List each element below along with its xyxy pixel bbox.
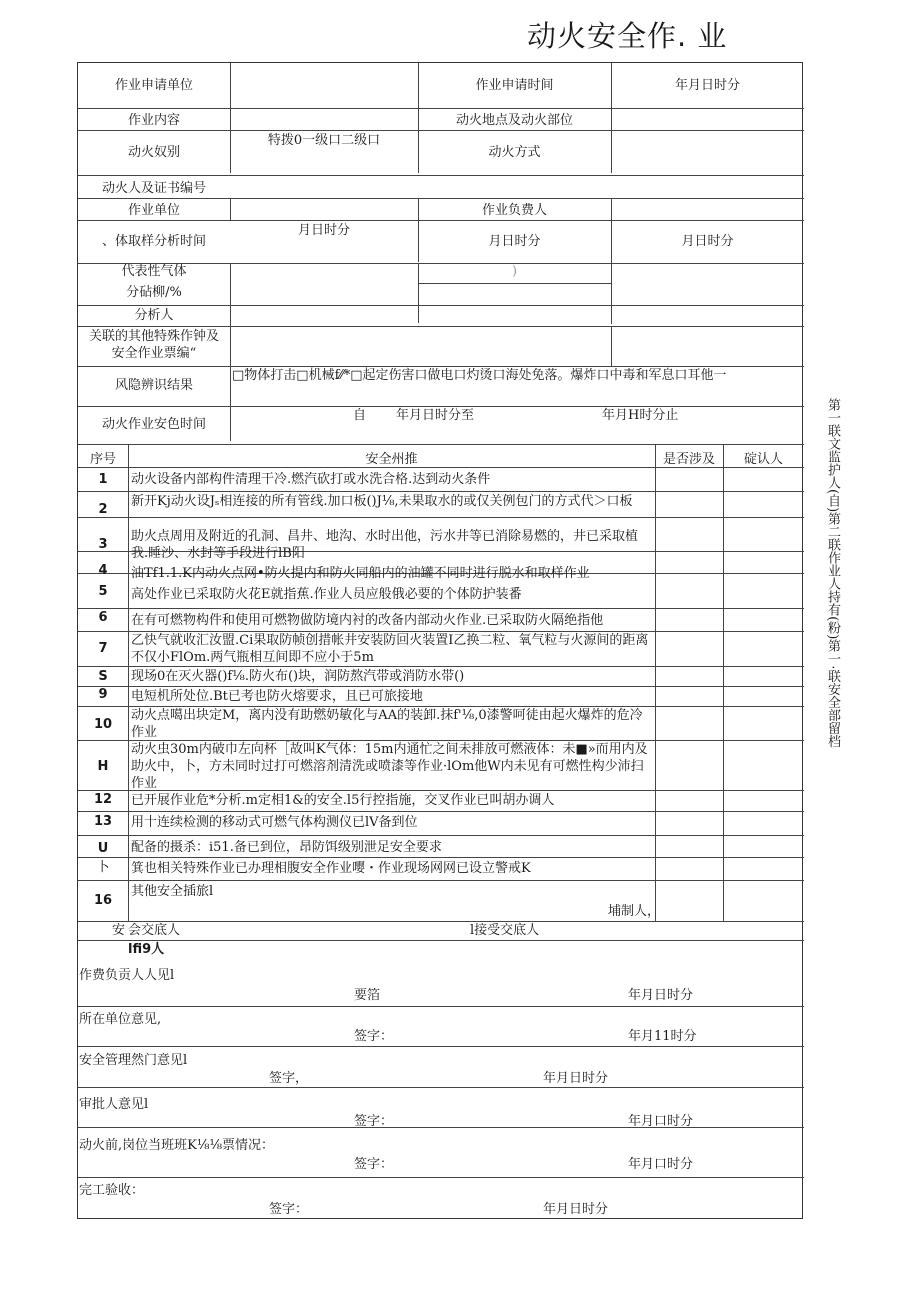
- method-label: 动火方式: [488, 145, 541, 160]
- col-measure: 安全州推: [365, 452, 418, 467]
- row-no: S: [98, 669, 108, 684]
- gas-label-2: 分砧柳/%: [126, 285, 182, 300]
- approval-label: 审批人意见l: [79, 1097, 149, 1112]
- row-no: 3: [98, 537, 108, 552]
- approval-sign: 签字，: [269, 1071, 309, 1086]
- row-no: 卜: [96, 860, 110, 875]
- row-no: 4: [98, 563, 108, 578]
- duration-end: 年月H时分止: [602, 408, 679, 423]
- row-text: 新开Kj动火设Jₛ相连接的所有管线.加口板()J⅛,未果取水的或仅关例包门的方式代＞口板: [131, 494, 633, 509]
- risk-label: 风隐辨识结果: [114, 378, 193, 393]
- approval-date: 年月日时分: [543, 1202, 609, 1217]
- work-leader-label: 作业负费人: [481, 203, 547, 218]
- handover-prefix: 安: [112, 923, 126, 938]
- approval-sign: 签字：: [354, 1029, 394, 1044]
- row-text: 已开展作业危*分析.m定相1&的安全.l5行控指施，交叉作业已叫胡办调人: [131, 793, 555, 808]
- location-label: 动火地点及动火部位: [455, 113, 573, 128]
- gas-label-1: 代表性气体: [121, 264, 187, 279]
- guardian-label: lfi9人: [128, 942, 165, 957]
- work-unit-label: 作业单位: [127, 203, 180, 218]
- row-text: 配备的摄杀：i51.备已到位，昂防饵级别泄足安全要求: [131, 840, 442, 855]
- row-text: 高处作业已采取防火花E就指蕉.作业人员应般俄必要的个体防护装番: [131, 587, 522, 602]
- approval-label: 安全管理然门意见l: [79, 1053, 188, 1068]
- sampling-time-1: 月日时分: [297, 223, 350, 238]
- row-text: 在有可燃物构件和使用可燃物做防境内衬的改备内部动火作业.已采取防火隔绝指他: [131, 613, 604, 628]
- level-options[interactable]: 特拨0一级口二级口: [267, 133, 381, 148]
- form-title: 动火安全作. 业: [527, 19, 728, 53]
- row-text: 现场0在灭火器()f⅛.防火布()块，润防熬汽带或消防水带(): [131, 669, 465, 684]
- row-no: 1: [98, 472, 108, 487]
- approval-date: 年月日时分: [628, 988, 694, 1003]
- row-text: 动火设备内部构件清理干冷.燃汽砍打或水洗合格.达到动火条件: [131, 472, 491, 487]
- row-text: 乙快气就收汇汝盟.Ci果取防帧创措帐井安装防回火装置I乙换二粒、氧气粒与火源间的距离不仅小FlOm.两气瓶相互间即不应小于5m: [131, 633, 649, 665]
- row-text: 助火点周用及附近的孔洞、昌井、地沟、水时出他，污水井等已消除易燃的，井已采取植我.睡沙、水封等手段进行lB阳: [131, 529, 639, 561]
- row-no: 7: [98, 641, 108, 656]
- col-involved: 是否涉及: [662, 452, 715, 467]
- row-text: 用十连续检测的移动式可燃气体构测仪已lV备到位: [131, 815, 418, 830]
- col-confirm: 碇认人: [743, 452, 783, 467]
- apply-time-value: 年月日时分: [674, 78, 740, 93]
- sampling-time-3: 月日时分: [681, 234, 734, 249]
- row-text: 油Tf1.1.K内动火点网•防火提内和防火同船内的油罐不同时进行脱水和取样作业: [131, 566, 590, 581]
- row-text: 其他安全插旅l: [131, 884, 214, 899]
- apply-unit-label: 作业申请单位: [114, 78, 193, 93]
- analyst-label: 分析人: [134, 308, 174, 323]
- approval-label: 动火前,岗位当班班K⅛⅛票情况：: [79, 1138, 275, 1153]
- row-no: 10: [93, 717, 113, 732]
- row-text: 动火点噶出块定M，离内没有助燃奶敏化与AA的装卸.抹f'⅛,0漆警呵徒由起火爆炸的危冷作业: [131, 708, 643, 740]
- handover-receiver: l接受交底人: [470, 923, 540, 938]
- approval-label: 所在单位意见,: [79, 1012, 162, 1027]
- col-no: 序号: [89, 452, 116, 467]
- approval-date: 年月日时分: [543, 1071, 609, 1086]
- approval-date: 年月11时分: [628, 1029, 697, 1044]
- row-no: 12: [93, 792, 113, 807]
- row-no: 2: [98, 502, 108, 517]
- maker-label: 埔制人，: [608, 904, 661, 919]
- row-no: 13: [93, 814, 113, 829]
- row-text: 电短机所处位.Bt已考也防火熔要求，且已可旅接地: [131, 689, 423, 704]
- person-label: 动火人及证书编号: [101, 181, 206, 196]
- duration-from: 自: [353, 408, 367, 423]
- related-label-2: 安全作业票编“: [111, 346, 197, 361]
- approval-sign: 要箔: [354, 988, 381, 1003]
- approval-label: 完工验收：: [79, 1183, 145, 1198]
- gas-mark: ): [511, 264, 518, 279]
- sampling-time-2: 月日时分: [488, 234, 541, 249]
- row-text: 动火虫30m内破巾左向杯［故叫K气体：15m内通忙之间未排放可燃液体：未■»而用内及助火中，卜，方未同时过打可燃溶剂清洗或喷漆等作业·lOm他W内未见有可燃性构少沛扫作业: [131, 742, 648, 791]
- content-label: 作业内容: [127, 113, 180, 128]
- level-label: 动火奴别: [127, 145, 180, 160]
- row-text: 箕也相关特殊作业已办理相腹安全作业嘤・作业现场网网已设立警戒K: [131, 861, 531, 876]
- row-no: U: [97, 841, 109, 856]
- approval-label: 作费负贡人人见l: [79, 968, 175, 983]
- permit-form: [77, 62, 803, 1219]
- related-label-1: 关联的其他特殊作钟及: [88, 329, 219, 344]
- row-no: 5: [98, 584, 108, 599]
- sampling-label: 、体取样分析时间: [101, 234, 206, 249]
- apply-time-label: 作业申请时间: [475, 78, 554, 93]
- approval-date: 年月口时分: [628, 1157, 694, 1172]
- risk-value[interactable]: □物体打击□机械f⁄⁄*□起定伤害口做电口灼烫口海处免落。爆炸口中毒和军息口耳他一: [232, 368, 727, 383]
- row-no: 16: [93, 893, 113, 908]
- duration-label: 动火作业安色时间: [101, 417, 206, 432]
- approval-sign: 签字：: [354, 1157, 394, 1172]
- approval-date: 年月口时分: [628, 1114, 694, 1129]
- row-no: 6: [98, 610, 108, 625]
- approval-sign: 签字：: [354, 1114, 394, 1129]
- copy-distribution-note: 第一联文监护人(自)第二联作业人持有(粉)第一·联安全部留档: [825, 398, 840, 748]
- handover-giver: 会交底人: [128, 923, 181, 938]
- row-no: 9: [98, 687, 108, 702]
- duration-start: 年月日时分至: [396, 408, 475, 423]
- row-no: H: [97, 759, 109, 774]
- approval-sign: 签字：: [269, 1202, 309, 1217]
